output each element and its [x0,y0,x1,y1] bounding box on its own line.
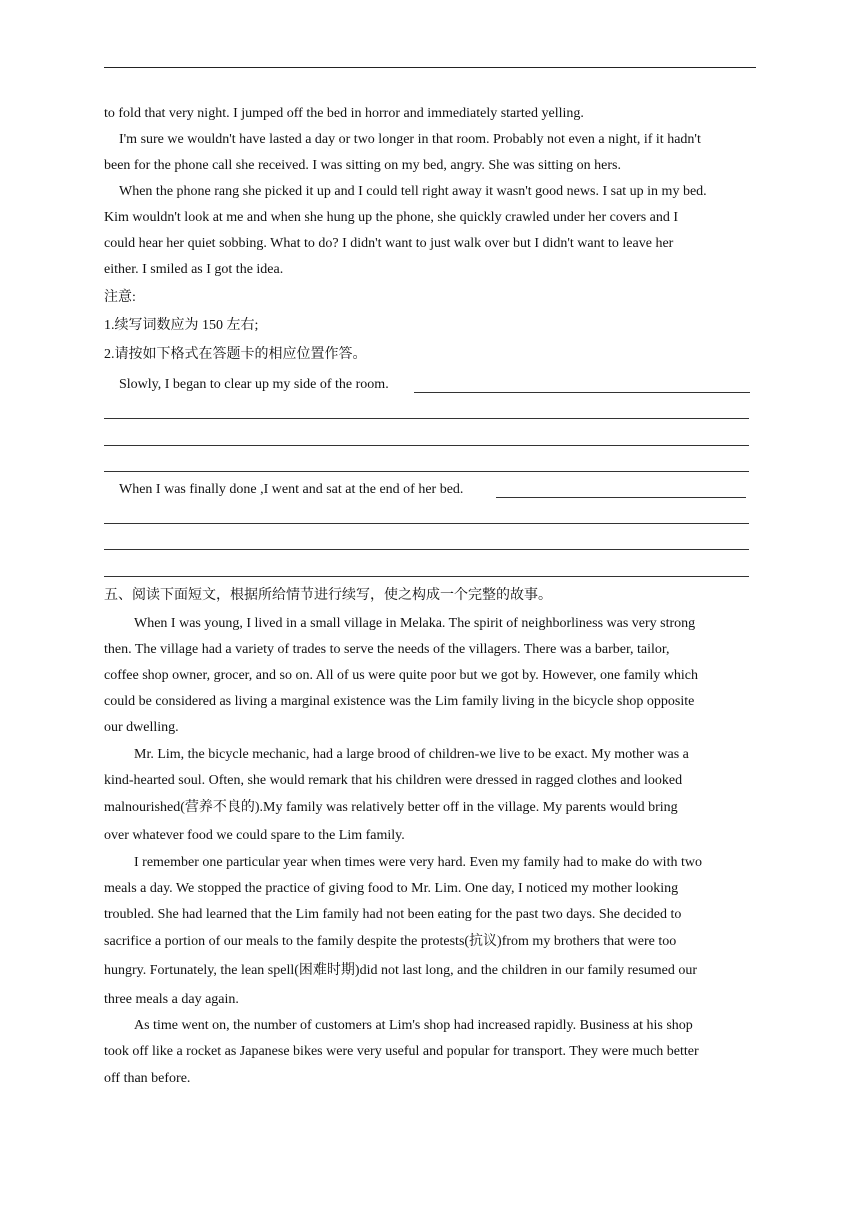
answer-blank [104,445,749,446]
story-line: took off like a rocket as Japanese bikes were very useful and popular for transport. They were much better [104,1044,699,1059]
story-line: hungry. Fortunately, the lean spell(困难时期)did not last long, and the children in our family resumed our [104,963,698,978]
story-line: I remember one particular year when times were very hard. Even my family had to make do with two [134,855,702,870]
story-line: three meals a day again. [104,992,239,1007]
answer-blank [496,497,746,498]
section-heading: 五、阅读下面短文，根据所给情节进行续写，使之构成一个完整的故事。 [104,588,552,603]
notes-item: 2.请按如下格式在答题卡的相应位置作答。 [104,347,367,362]
story-line: over whatever food we could spare to the Lim family. [104,828,405,843]
passage-line: I'm sure we wouldn't have lasted a day or two longer in that room. Probably not even a night, if it hadn't [119,132,701,147]
passage-line: When the phone rang she picked it up and I could tell right away it wasn't good news. I sat up in my bed. [119,184,707,199]
story-line: Mr. Lim, the bicycle mechanic, had a large brood of children-we live to be exact. My mother was a [134,747,689,762]
story-line: then. The village had a variety of trades to serve the needs of the villagers. There was a barber, tailor, [104,642,670,657]
answer-blank [104,418,749,419]
story-line: off than before. [104,1071,191,1086]
answer-blank [104,523,749,524]
story-line: As time went on, the number of customers at Lim's shop had increased rapidly. Business at his shop [134,1018,693,1033]
answer-blank [104,549,749,550]
header-rule [104,67,756,68]
notes-item: 1.续写词数应为 150 左右; [104,318,259,333]
prompt-paragraph-1: Slowly, I began to clear up my side of the room. [119,377,389,392]
story-line: When I was young, I lived in a small village in Melaka. The spirit of neighborliness was very strong [134,616,696,631]
passage-line: Kim wouldn't look at me and when she hung up the phone, she quickly crawled under her covers and I [104,210,679,225]
answer-blank [104,576,749,577]
story-line: sacrifice a portion of our meals to the family despite the protests(抗议)from my brothers that were too [104,934,677,949]
passage-line: could hear her quiet sobbing. What to do? I didn't want to just walk over but I didn't want to leave her [104,236,674,251]
story-line: could be considered as living a marginal existence was the Lim family living in the bicycle shop opposite [104,694,695,709]
story-line: coffee shop owner, grocer, and so on. All of us were quite poor but we got by. However, one family which [104,668,698,683]
passage-line: either. I smiled as I got the idea. [104,262,284,277]
story-line: troubled. She had learned that the Lim family had not been eating for the past two days. She decided to [104,907,682,922]
passage-line: been for the phone call she received. I was sitting on my bed, angry. She was sitting on hers. [104,158,621,173]
answer-blank [414,392,750,393]
notes-heading: 注意: [104,290,136,305]
answer-blank [104,471,749,472]
story-line: our dwelling. [104,720,179,735]
story-line: meals a day. We stopped the practice of giving food to Mr. Lim. One day, I noticed my mother looking [104,881,679,896]
story-line: kind-hearted soul. Often, she would remark that his children were dressed in ragged clothes and looked [104,773,683,788]
prompt-paragraph-2: When I was finally done ,I went and sat at the end of her bed. [119,482,464,497]
story-line: malnourished(营养不良的).My family was relatively better off in the village. My parents would bring [104,800,678,815]
passage-line: to fold that very night. I jumped off the bed in horror and immediately started yelling. [104,106,584,121]
